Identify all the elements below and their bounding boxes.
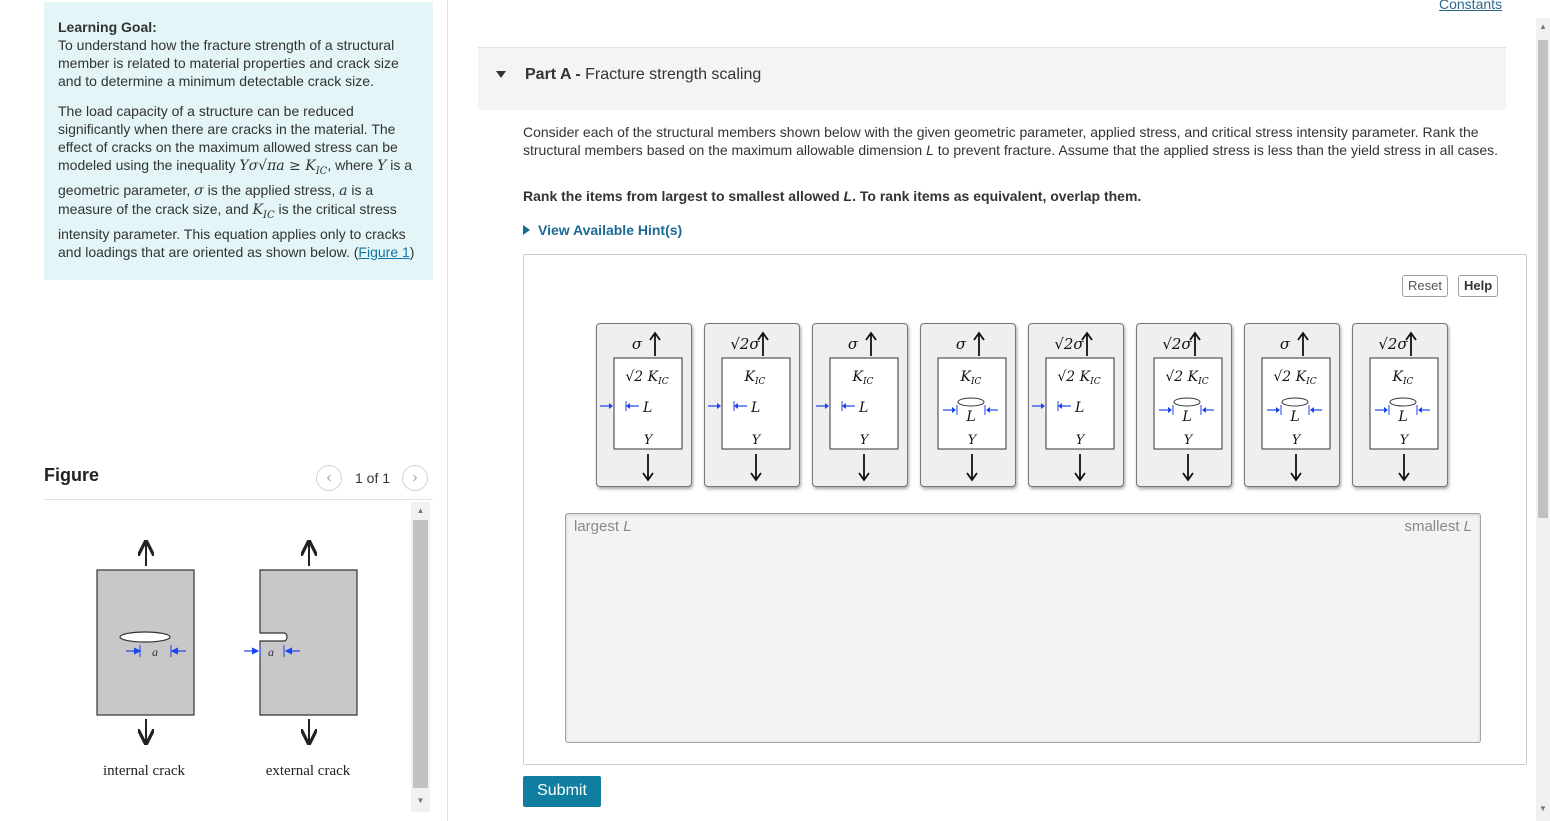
reset-button[interactable]: Reset <box>1402 275 1448 297</box>
stress-label: √2σ <box>730 335 760 353</box>
kic-label: $K_{IC}$ <box>960 369 982 387</box>
body-text-4: is the applied stress, <box>203 181 340 198</box>
largest-label-var: L <box>623 518 632 535</box>
geometric-param-label: Y <box>1291 433 1301 448</box>
instructions-text-1: Consider each of the structural members shown below with the given geometric parameter, applied stress, and critical stress intensity parameter. Rank the structural members based on the maximum allowable dimension <box>523 124 1479 158</box>
crack-length-label: L <box>643 400 653 416</box>
view-hints-link[interactable] <box>523 222 682 238</box>
figure-image <box>44 502 410 802</box>
ranking-drop-zone[interactable] <box>565 513 1481 743</box>
left-panel <box>0 0 448 821</box>
crack-length-label: L <box>1075 400 1085 416</box>
scroll-down-icon[interactable]: ▼ <box>416 796 425 805</box>
internal-crack-caption: internal crack <box>102 763 186 779</box>
geometric-param-label: Y <box>967 433 977 448</box>
rank-instruction-text-1: Rank the items from largest to smallest allowed <box>523 188 844 204</box>
crack-length-label: L <box>1182 409 1192 425</box>
var-sigma: σ <box>194 182 204 199</box>
figure-counter: 1 of 1 <box>355 470 391 486</box>
member-diagram <box>1029 324 1125 488</box>
internal-crack-specimen <box>97 542 194 779</box>
constants-link[interactable]: Constants <box>1439 0 1503 12</box>
stress-label: σ <box>1279 335 1291 353</box>
var-k <box>252 201 275 221</box>
part-a-title <box>525 66 761 84</box>
scrollbar-thumb[interactable] <box>1538 40 1548 518</box>
inequality-sub: IC <box>315 165 328 177</box>
submit-button[interactable]: Submit <box>523 776 601 807</box>
learning-goal-body <box>58 102 419 261</box>
crack-figure-svg <box>44 502 410 802</box>
ranking-item-2[interactable] <box>704 323 800 487</box>
smallest-label-var: L <box>1463 518 1472 535</box>
chevron-left-icon: ‹ <box>326 469 332 486</box>
kic-label: $K_{IC}$ <box>1392 369 1414 387</box>
member-diagram <box>1245 324 1341 488</box>
inequality-math <box>239 158 328 177</box>
caret-down-icon <box>496 71 506 78</box>
help-button[interactable]: Help <box>1458 275 1498 297</box>
kic-label: $K_{IC}$ <box>852 369 874 387</box>
var-k-main: K <box>252 201 264 218</box>
ranking-item-7[interactable] <box>1244 323 1340 487</box>
part-a-header[interactable] <box>478 47 1506 110</box>
scrollbar-thumb[interactable] <box>413 520 428 788</box>
caret-right-icon <box>523 225 530 235</box>
member-diagram <box>1137 324 1233 488</box>
geometric-param-label: Y <box>1183 433 1193 448</box>
body-text-2: , where <box>327 157 378 173</box>
crack-length-label: L <box>1398 409 1408 425</box>
chevron-right-icon: › <box>412 469 418 486</box>
body-text-7: ) <box>409 243 415 260</box>
geometric-param-label: Y <box>643 433 653 448</box>
kic-label: √2 $K_{IC}$ <box>625 369 669 387</box>
largest-label <box>574 518 632 535</box>
part-title-text: Fracture strength scaling <box>585 66 762 83</box>
crack-symbol-a: a <box>152 645 158 659</box>
crack-length-label: L <box>859 400 869 416</box>
hints-link-label: View Available Hint(s) <box>538 222 683 238</box>
inequality-main: Yσ√πa ≥ K <box>239 158 316 174</box>
page-scrollbar[interactable] <box>1536 18 1550 821</box>
body-text-3: is a geometric parameter, <box>58 157 413 198</box>
instructions-var: L <box>926 142 934 158</box>
stress-label: √2σ <box>1162 335 1192 353</box>
ranking-item-1[interactable] <box>596 323 692 487</box>
var-a: a <box>339 182 348 199</box>
body-text-5: is a measure of the crack size, and <box>58 181 374 217</box>
scroll-down-icon[interactable]: ▼ <box>1539 804 1547 813</box>
geometric-param-label: Y <box>1399 433 1409 448</box>
figure-title: Figure <box>44 465 100 485</box>
stress-label: √2σ <box>1054 335 1084 353</box>
question-instructions <box>523 123 1508 159</box>
learning-goal-box <box>44 2 433 280</box>
ranking-item-3[interactable] <box>812 323 908 487</box>
member-diagram <box>813 324 909 488</box>
rank-instruction-text-2: . To rank items as equivalent, overlap them. <box>852 188 1142 204</box>
var-y: Y <box>377 158 387 174</box>
smallest-label <box>1404 518 1472 535</box>
learning-goal-text: To understand how the fracture strength of a structural member is related to material properties and crack size and to determine a minimum detectable crack size. <box>58 37 399 89</box>
figure-1-link[interactable]: Figure 1 <box>358 243 410 260</box>
member-diagram <box>705 324 801 488</box>
crack-length-label: L <box>1290 409 1300 425</box>
member-diagram <box>597 324 693 488</box>
external-crack-specimen <box>244 542 357 779</box>
var-k-sub: IC <box>263 209 275 221</box>
member-diagram <box>921 324 1017 488</box>
smallest-label-text: smallest <box>1404 518 1464 535</box>
kic-label: $K_{IC}$ <box>744 369 766 387</box>
member-diagram <box>1353 324 1449 488</box>
geometric-param-label: Y <box>859 433 869 448</box>
part-label: Part A - <box>525 66 586 83</box>
body-text-1: The load capacity of a structure can be reduced significantly when there are cracks in the material. The effect of cracks on the maximum allowed stress can be modeled using the inequality <box>58 103 398 173</box>
ranking-widget <box>523 254 1527 765</box>
stress-label: σ <box>847 335 859 353</box>
figure-header <box>44 460 433 500</box>
external-crack-caption: external crack <box>265 763 351 779</box>
rank-var: L <box>843 188 853 204</box>
kic-label: √2 $K_{IC}$ <box>1273 369 1317 387</box>
previous-figure-button[interactable] <box>316 465 342 491</box>
ranking-item-8[interactable] <box>1352 323 1448 487</box>
geometric-param-label: Y <box>1075 433 1085 448</box>
ranking-item-5[interactable] <box>1028 323 1124 487</box>
kic-label: √2 $K_{IC}$ <box>1057 369 1101 387</box>
learning-goal-heading: Learning Goal: <box>58 19 157 35</box>
kic-label: √2 $K_{IC}$ <box>1165 369 1209 387</box>
stress-label: σ <box>955 335 967 353</box>
crack-length-label: L <box>751 400 761 416</box>
body-text-6: is the critical stress intensity parameter. This equation applies only to cracks and loadings that are oriented as shown below. ( <box>58 200 406 260</box>
scroll-up-icon[interactable]: ▲ <box>416 506 425 515</box>
crack-length-label: L <box>966 409 976 425</box>
ranking-item-4[interactable] <box>920 323 1016 487</box>
rank-instruction <box>523 188 1141 204</box>
scroll-up-icon[interactable]: ▲ <box>1539 22 1547 31</box>
geometric-param-label: Y <box>751 433 761 448</box>
stress-label: √2σ <box>1378 335 1408 353</box>
crack-symbol-a-2: a <box>268 645 274 659</box>
instructions-text-2: to prevent fracture. Assume that the applied stress is less than the yield stress in all cases. <box>933 142 1499 158</box>
next-figure-button[interactable] <box>402 465 428 491</box>
stress-label: σ <box>631 335 643 353</box>
largest-label-text: largest <box>574 518 624 535</box>
ranking-item-6[interactable] <box>1136 323 1232 487</box>
figure-scrollbar[interactable] <box>411 502 430 812</box>
